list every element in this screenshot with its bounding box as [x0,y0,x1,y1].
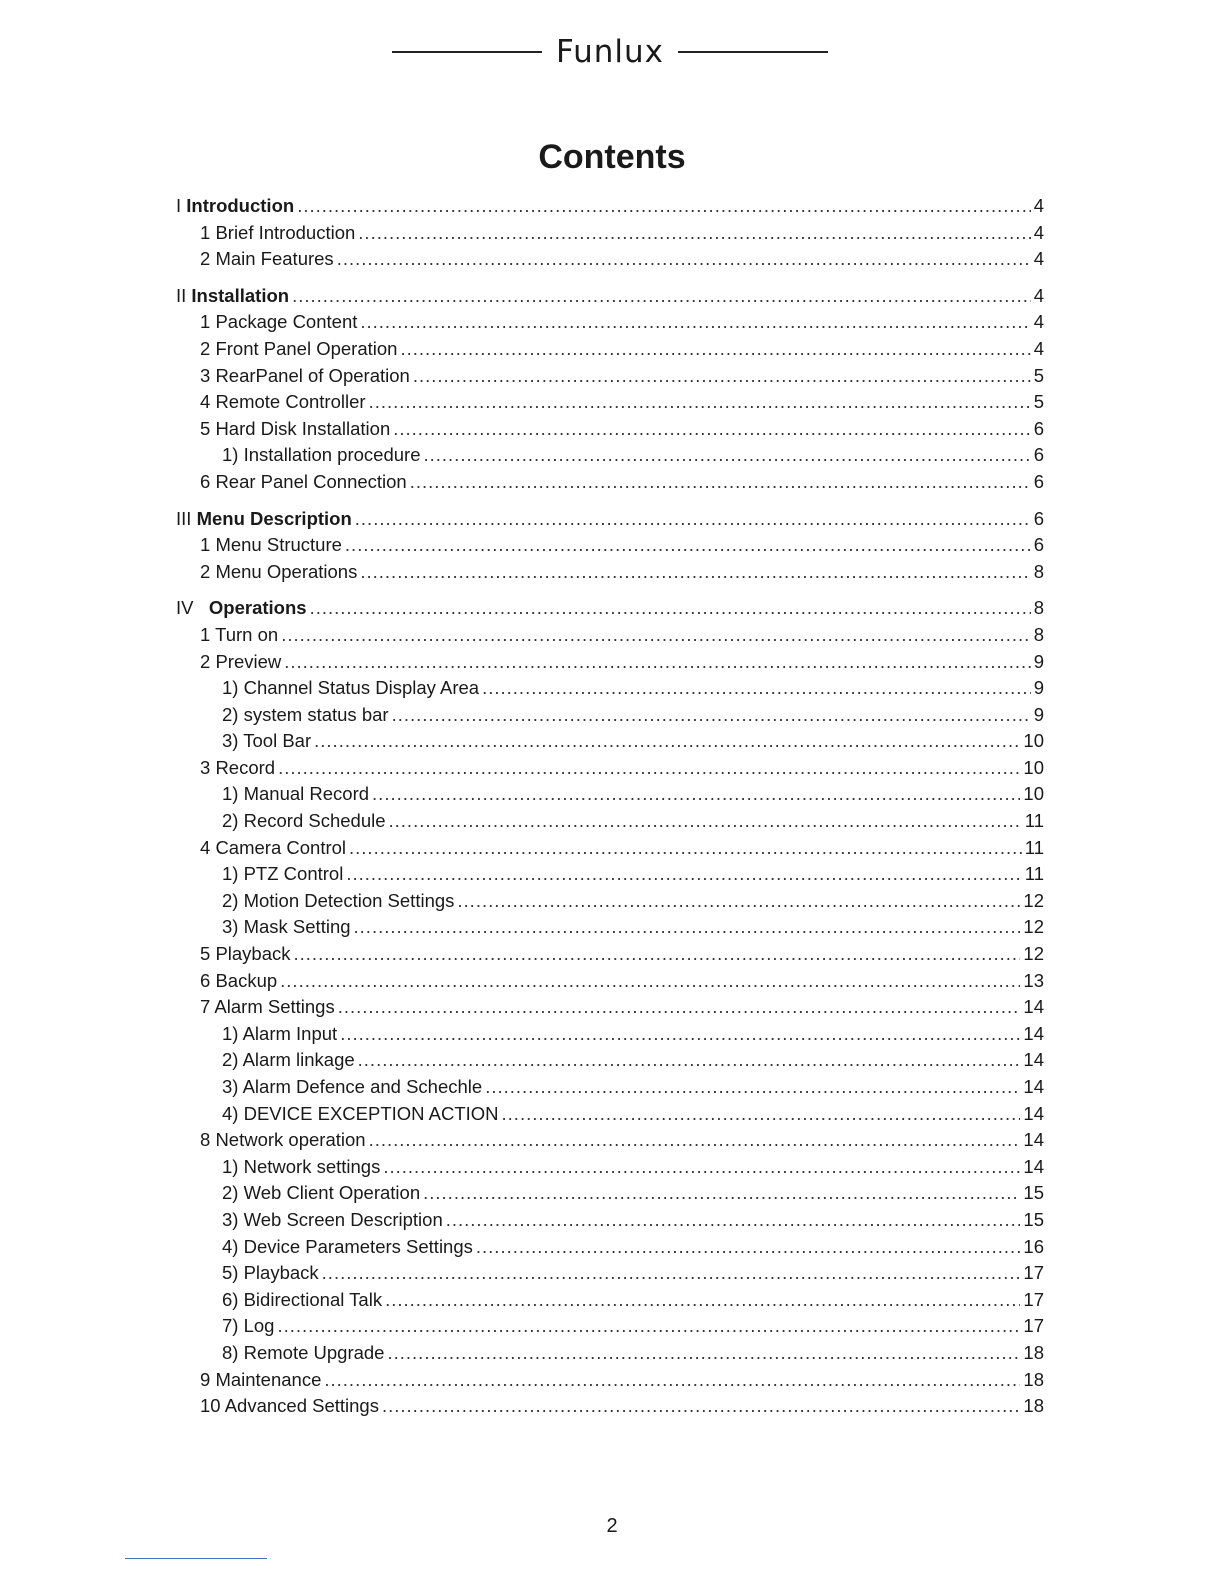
toc-title: Remote Upgrade [243,1341,385,1363]
toc-title: RearPanel of Operation [215,364,410,386]
toc-title: Menu Description [196,507,352,529]
toc-page-number: 4 [1033,195,1044,216]
toc-leader [383,1154,1020,1181]
toc-title: Menu Operations [215,560,358,582]
page-number: 2 [606,1515,618,1537]
toc-title: Alarm linkage [242,1049,355,1071]
toc-number: 4 [200,391,211,413]
toc-page-number: 4 [1033,311,1044,333]
toc-number: 5) [222,1262,239,1284]
toc-title: Advanced Settings [224,1395,379,1417]
toc-leader [410,469,1031,496]
toc-page-number: 6 [1033,507,1044,529]
toc-page-number: 9 [1033,703,1044,725]
toc-number: IV [176,597,194,619]
toc-title: Backup [215,969,278,991]
toc-leader [349,835,1022,862]
toc-leader [346,861,1021,888]
toc-label [222,1180,420,1207]
toc-title: Turn on [215,623,279,645]
toc-label [222,702,389,729]
brand-logo: Funlux [555,34,665,70]
toc-label [200,220,355,247]
toc-label [200,968,277,995]
toc-label [222,888,454,915]
toc-label [200,309,357,336]
toc-title: Brief Introduction [215,221,356,243]
toc-page-number: 9 [1033,677,1044,699]
toc-page-number: 15 [1023,1208,1044,1230]
toc-title: Maintenance [215,1368,322,1390]
toc-leader [284,649,1030,676]
toc-item[interactable] [0,1021,1224,1048]
toc-leader [446,1207,1021,1234]
toc-page-number: 11 [1024,863,1044,885]
toc-title: Playback [243,1262,319,1284]
toc-page-number: 5 [1033,364,1044,386]
toc-title: Introduction [186,195,295,216]
toc-leader [393,416,1030,443]
toc-number: 2 [200,337,211,359]
toc-title: Playback [215,943,291,965]
toc-number: 5 [200,417,211,439]
toc-label [222,442,420,469]
toc-title: Rear Panel Connection [215,470,407,492]
toc-label [222,1154,380,1181]
toc-leader [277,1313,1020,1340]
toc-title: Alarm Defence and Schechle [242,1076,483,1097]
toc-number: 3 [200,756,211,778]
toc-title: Installation [191,284,290,306]
toc-item[interactable] [0,220,1224,247]
toc-title: Front Panel Operation [215,337,398,359]
toc-leader [345,532,1031,559]
toc-page-number: 13 [1023,969,1044,991]
toc-leader [372,781,1020,808]
toc-page-number: 14 [1023,1076,1044,1097]
toc-leader [369,389,1031,416]
toc-leader [355,506,1031,533]
toc-number: 3) [222,730,239,752]
toc-label [200,941,291,968]
toc-label [222,1260,319,1287]
toc-leader [360,309,1030,336]
toc-label [222,1047,355,1074]
toc-page-number: 6 [1033,444,1044,466]
toc-label [200,835,346,862]
toc-item[interactable] [0,1207,1224,1234]
toc-label [200,622,278,649]
toc-leader [278,755,1020,782]
toc-number: 2) [222,810,239,832]
toc-leader [413,363,1031,390]
toc-page-number: 9 [1033,650,1044,672]
toc-label [222,808,386,835]
toc-title: Device Parameters Settings [243,1235,473,1257]
toc-title: Installation procedure [243,444,421,466]
toc-number: 9 [200,1368,211,1390]
toc-page-number: 10 [1023,756,1044,778]
toc-number: 4) [222,1235,239,1257]
toc-title: Package Content [215,311,358,333]
toc-page-number: 16 [1023,1235,1044,1257]
toc-label [222,781,369,808]
toc-page-number: 18 [1023,1395,1044,1417]
toc-number: 2) [222,889,239,911]
toc-leader [297,193,1031,220]
toc-number: 6 [200,969,211,991]
toc-item[interactable] [0,363,1224,390]
toc-item[interactable] [0,914,1224,941]
toc-page-number: 17 [1023,1315,1044,1337]
toc-number: 1) [222,863,239,885]
toc-title: Camera Control [215,836,347,858]
toc-label [200,532,342,559]
toc-leader [322,1260,1021,1287]
toc-page-number: 12 [1023,916,1044,938]
toc-leader [502,1101,1021,1128]
toc-leader [338,994,1021,1021]
toc-number: 7) [222,1315,239,1337]
toc-label [222,1101,499,1128]
toc-label [200,994,335,1021]
toc-number: 8) [222,1341,239,1363]
toc-leader [281,622,1031,649]
toc-title: Channel Status Display Area [243,677,480,699]
toc-label [222,1234,473,1261]
toc-number: I [176,195,182,216]
toc-page-number: 14 [1023,996,1044,1018]
toc-leader [482,675,1031,702]
toc-number: 3 [200,364,211,386]
toc-item[interactable] [0,1180,1224,1207]
toc-number: 2) [222,1182,239,1204]
toc-number: III [176,507,192,529]
toc-item[interactable] [0,1154,1224,1181]
toc-item[interactable] [0,808,1224,835]
toc-leader [358,1047,1021,1074]
toc-number: 5 [200,943,211,965]
toc-title: Record [215,756,276,778]
toc-page-number: 6 [1033,534,1044,556]
toc-number: 3) [222,916,239,938]
toc-label [176,193,294,220]
toc-item[interactable] [0,532,1224,559]
toc-item[interactable] [0,941,1224,968]
toc-title: PTZ Control [243,863,344,885]
toc-leader [423,442,1030,469]
toc-page-number: 14 [1023,1049,1044,1071]
toc-item[interactable] [0,1340,1224,1367]
toc-leader [360,559,1030,586]
toc-leader [310,595,1031,622]
toc-number: 4 [200,836,211,858]
toc-leader [354,914,1021,941]
footnote-rule [125,1558,267,1559]
toc-page-number: 10 [1023,730,1044,752]
toc-number: 1) [222,1022,239,1044]
toc-number: II [176,284,187,306]
toc-item[interactable] [0,649,1224,676]
toc-leader [476,1234,1021,1261]
toc-title: Web Client Operation [243,1182,421,1204]
toc-label [222,1340,384,1367]
toc-label [200,389,366,416]
toc-title: Main Features [215,248,334,270]
toc-item[interactable] [0,622,1224,649]
toc-title: Mask Setting [243,916,351,938]
toc-title: Menu Structure [215,534,342,556]
toc-item[interactable] [0,1127,1224,1154]
toc-number: 6) [222,1288,239,1310]
toc-label [200,416,390,443]
toc-page-number: 14 [1023,1102,1044,1124]
toc-number: 1 [200,534,211,556]
toc-number: 2 [200,650,211,672]
toc-page-number: 6 [1033,470,1044,492]
toc-item[interactable] [0,1393,1224,1420]
toc-number: 2) [222,1049,239,1071]
toc-leader [292,283,1031,310]
toc-title: Alarm Input [242,1022,338,1044]
toc-leader [340,1021,1020,1048]
toc-leader [280,968,1020,995]
toc-page-number: 17 [1023,1288,1044,1310]
brand-rule-left [392,51,542,53]
toc-label [200,469,407,496]
toc-label [222,1313,274,1340]
brand-header [392,32,828,72]
toc-item[interactable] [0,246,1224,273]
toc-page-number: 10 [1023,783,1044,805]
toc-item[interactable] [0,336,1224,363]
toc-label [200,755,275,782]
toc-label [222,1074,482,1101]
toc-leader [392,702,1031,729]
toc-item[interactable] [0,702,1224,729]
toc-page-number: 14 [1023,1155,1044,1177]
toc-page-number: 17 [1023,1262,1044,1284]
toc-chapter[interactable] [0,283,1224,310]
toc-label [200,246,334,273]
toc-chapter[interactable] [0,595,1224,622]
toc-number: 2) [222,703,239,725]
toc-item[interactable] [0,728,1224,755]
toc-page-number: 4 [1033,221,1044,243]
toc-title: Record Schedule [243,810,386,832]
toc-label [176,595,307,622]
table-of-contents [0,193,1224,1420]
toc-leader [369,1127,1021,1154]
toc-leader [485,1074,1020,1101]
toc-label [222,728,311,755]
toc-number: 1) [222,677,239,699]
toc-number: 2 [200,560,211,582]
toc-item[interactable] [0,1367,1224,1394]
toc-number: 3) [222,1208,239,1230]
toc-item[interactable] [0,1260,1224,1287]
toc-item[interactable] [0,781,1224,808]
toc-page-number: 8 [1033,560,1044,582]
toc-item[interactable] [0,309,1224,336]
toc-item[interactable] [0,559,1224,586]
toc-leader [294,941,1021,968]
toc-title: Motion Detection Settings [243,889,455,911]
toc-item[interactable] [0,1047,1224,1074]
toc-leader [358,220,1030,247]
toc-leader [314,728,1020,755]
toc-number: 6 [200,470,211,492]
toc-leader [423,1180,1020,1207]
toc-number: 1 [200,623,211,645]
toc-number: 8 [200,1129,211,1151]
toc-item[interactable] [0,994,1224,1021]
toc-title: Operations [208,597,307,619]
toc-page-number: 11 [1024,836,1044,858]
toc-number: 1 [200,221,211,243]
toc-title: DEVICE EXCEPTION ACTION [243,1102,499,1124]
toc-page-number: 15 [1023,1182,1044,1204]
toc-page-number: 12 [1023,889,1044,911]
toc-label [222,914,351,941]
toc-page-number: 5 [1033,391,1044,413]
toc-leader [324,1367,1020,1394]
toc-item[interactable] [0,1074,1224,1101]
toc-title: Log [243,1315,275,1337]
toc-label [222,1021,337,1048]
toc-number: 1) [222,1155,239,1177]
toc-number: 10 [200,1395,221,1417]
toc-item[interactable] [0,755,1224,782]
toc-title: Bidirectional Talk [243,1288,383,1310]
toc-label [222,675,479,702]
toc-title: Hard Disk Installation [215,417,391,439]
toc-leader [382,1393,1020,1420]
toc-number: 7 [200,996,211,1018]
toc-item[interactable] [0,675,1224,702]
toc-item[interactable] [0,835,1224,862]
toc-page-number: 12 [1023,943,1044,965]
toc-page-number: 14 [1023,1129,1044,1151]
toc-page-number: 11 [1024,810,1044,832]
toc-number: 1) [222,444,239,466]
toc-number: 1 [200,311,211,333]
toc-item[interactable] [0,1234,1224,1261]
toc-page-number: 14 [1023,1022,1044,1044]
toc-number: 1) [222,783,239,805]
toc-leader [457,888,1020,915]
toc-item[interactable] [0,389,1224,416]
toc-page-number: 4 [1033,248,1044,270]
toc-number: 2 [200,248,211,270]
toc-title: Remote Controller [215,391,366,413]
toc-label [222,861,343,888]
brand-rule-right [678,51,828,53]
toc-item[interactable] [0,1101,1224,1128]
toc-item[interactable] [0,968,1224,995]
toc-page-number: 4 [1033,337,1044,359]
toc-chapter[interactable] [0,506,1224,533]
toc-label [200,559,357,586]
toc-label [222,1207,443,1234]
toc-item[interactable] [0,861,1224,888]
page-title: Contents [538,138,686,176]
toc-label [176,506,352,533]
toc-label [200,336,397,363]
toc-item[interactable] [0,469,1224,496]
toc-leader [337,246,1031,273]
toc-label [200,649,281,676]
toc-item[interactable] [0,416,1224,443]
toc-leader [385,1287,1020,1314]
toc-page-number: 6 [1033,417,1044,439]
toc-page-number: 4 [1033,284,1044,306]
toc-item[interactable] [0,1287,1224,1314]
toc-title: system status bar [243,703,389,725]
toc-item[interactable] [0,442,1224,469]
toc-leader [389,808,1022,835]
toc-title: Network operation [215,1129,366,1151]
toc-label [222,1287,382,1314]
toc-page-number: 8 [1033,597,1044,619]
toc-label [200,1127,366,1154]
toc-item[interactable] [0,888,1224,915]
toc-title: Tool Bar [243,730,312,752]
toc-title: Web Screen Description [243,1208,443,1230]
toc-label [200,1367,321,1394]
toc-chapter[interactable] [0,193,1224,220]
toc-page-number: 8 [1033,623,1044,645]
toc-title: Network settings [243,1155,381,1177]
toc-leader [387,1340,1020,1367]
toc-title: Preview [215,650,282,672]
toc-page-number: 18 [1023,1341,1044,1363]
toc-label [200,363,410,390]
toc-page-number: 18 [1023,1368,1044,1390]
toc-number: 3) [222,1076,239,1097]
toc-leader [400,336,1030,363]
toc-label [176,283,289,310]
toc-title: Alarm Settings [214,996,335,1018]
toc-title: Manual Record [243,783,370,805]
toc-label [200,1393,379,1420]
toc-number: 4) [222,1102,239,1124]
toc-item[interactable] [0,1313,1224,1340]
